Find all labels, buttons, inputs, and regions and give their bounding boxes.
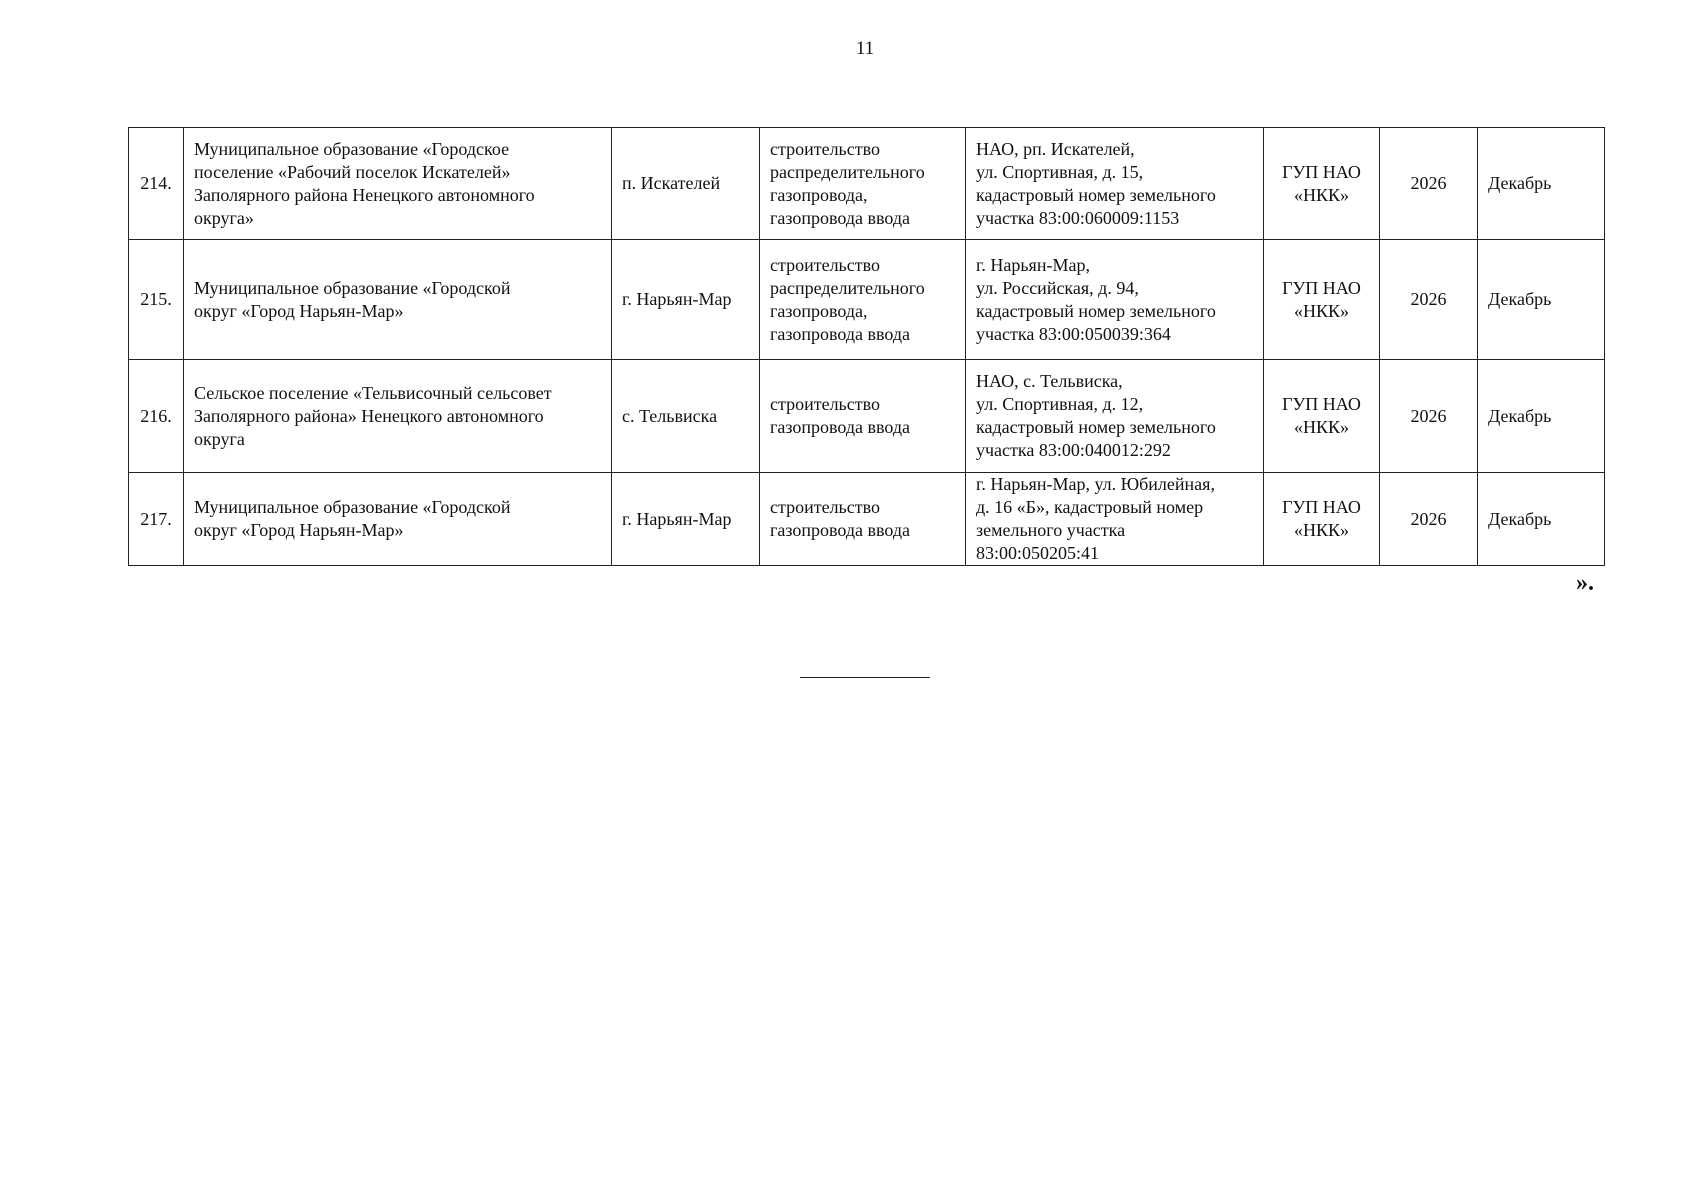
row-number: 216. <box>129 360 184 473</box>
address-cell: НАО, с. Тельвиска, ул. Спортивная, д. 12, кадастровый номер земельного участка 83:00:040012:292 <box>966 360 1264 473</box>
month-cell: Декабрь <box>1478 473 1605 566</box>
table-row <box>129 473 1605 566</box>
closing-quote: ». <box>1576 570 1594 596</box>
month-cell: Декабрь <box>1478 360 1605 473</box>
work-type-cell: строительство распределительного газопровода, газопровода ввода <box>760 240 966 360</box>
municipality-cell: Сельское поселение «Тельвисочный сельсовет Заполярного района» Ненецкого автономного округа <box>184 360 612 473</box>
month-cell: Декабрь <box>1478 240 1605 360</box>
municipality-cell: Муниципальное образование «Городской округ «Город Нарьян-Мар» <box>184 473 612 566</box>
address-cell: г. Нарьян-Мар, ул. Юбилейная, д. 16 «Б», кадастровый номер земельного участка 83:00:050205:41 <box>966 473 1264 566</box>
work-type-cell: строительство газопровода ввода <box>760 360 966 473</box>
month-cell: Декабрь <box>1478 128 1605 240</box>
operator-cell: ГУП НАО «НКК» <box>1264 128 1380 240</box>
operator-cell: ГУП НАО «НКК» <box>1264 360 1380 473</box>
operator-cell: ГУП НАО «НКК» <box>1264 240 1380 360</box>
year-cell: 2026 <box>1380 473 1478 566</box>
year-cell: 2026 <box>1380 128 1478 240</box>
work-type-cell: строительство распределительного газопровода, газопровода ввода <box>760 128 966 240</box>
table-row <box>129 240 1605 360</box>
end-of-document-rule <box>800 677 930 678</box>
locality-cell: с. Тельвиска <box>612 360 760 473</box>
year-cell: 2026 <box>1380 360 1478 473</box>
municipality-cell: Муниципальное образование «Городской округ «Город Нарьян-Мар» <box>184 240 612 360</box>
address-cell: НАО, рп. Искателей, ул. Спортивная, д. 15, кадастровый номер земельного участка 83:00:060009:1153 <box>966 128 1264 240</box>
locality-cell: п. Искателей <box>612 128 760 240</box>
table-row <box>129 360 1605 473</box>
work-type-cell: строительство газопровода ввода <box>760 473 966 566</box>
locality-cell: г. Нарьян-Мар <box>612 473 760 566</box>
table-row <box>129 128 1605 240</box>
gasification-table <box>128 127 1605 566</box>
year-cell: 2026 <box>1380 240 1478 360</box>
page-number: 11 <box>855 38 875 59</box>
row-number: 214. <box>129 128 184 240</box>
locality-cell: г. Нарьян-Мар <box>612 240 760 360</box>
row-number: 215. <box>129 240 184 360</box>
municipality-cell: Муниципальное образование «Городское поселение «Рабочий поселок Искателей» Заполярного района Ненецкого автономного округа» <box>184 128 612 240</box>
address-cell: г. Нарьян-Мар, ул. Российская, д. 94, кадастровый номер земельного участка 83:00:050039:364 <box>966 240 1264 360</box>
operator-cell: ГУП НАО «НКК» <box>1264 473 1380 566</box>
row-number: 217. <box>129 473 184 566</box>
